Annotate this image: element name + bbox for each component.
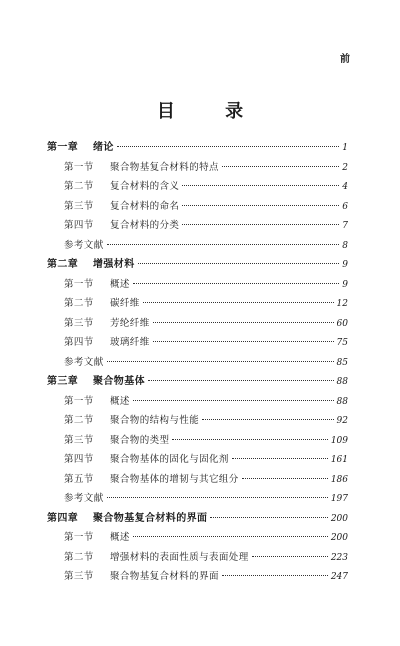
dot-leader	[222, 565, 328, 576]
toc-entry-title: 概述	[110, 532, 130, 543]
toc-entry-title: 复合材料的分类	[110, 220, 180, 231]
toc-entry-title: 增强材料	[93, 259, 135, 270]
toc-entry-number: 第一节	[64, 532, 94, 543]
toc-entry-title: 复合材料的含义	[110, 181, 180, 192]
toc-entry-label	[47, 138, 114, 158]
toc-entry-number: 第二节	[64, 415, 94, 426]
toc-page-number: 186	[330, 474, 348, 485]
toc-entry-title: 聚合物基体	[93, 376, 145, 387]
toc-entry-title: 玻璃纤维	[110, 337, 150, 348]
table-of-contents	[47, 138, 348, 587]
toc-entry-number: 第二章	[47, 259, 79, 270]
dot-leader	[202, 409, 333, 420]
dot-leader	[182, 175, 339, 186]
toc-entry-title: 参考文献	[64, 356, 104, 368]
dot-leader	[133, 273, 339, 284]
page-title: 目 录	[156, 101, 266, 122]
toc-entry-label	[64, 548, 249, 568]
toc-page-number: 6	[342, 201, 348, 212]
toc-entry-label	[64, 275, 130, 295]
dot-leader	[117, 136, 339, 147]
dot-leader	[242, 468, 328, 479]
toc-entry-label	[64, 353, 104, 373]
toc-page-number: 161	[330, 455, 348, 465]
toc-entry-number: 第一节	[64, 161, 94, 173]
toc-entry-title: 增强材料的表面性质与表面处理	[110, 551, 249, 563]
toc-entry-number: 第四章	[47, 512, 79, 524]
toc-page-number: 9	[342, 279, 348, 290]
toc-entry-title: 聚合物的结构与性能	[110, 415, 200, 426]
toc-entry-number: 第二节	[64, 551, 94, 563]
toc-page-number: 197	[330, 494, 348, 504]
toc-page-number: 75	[336, 338, 348, 348]
toc-entry-label	[64, 177, 179, 197]
toc-entry-number: 第二节	[64, 298, 94, 309]
toc-entry-label	[64, 392, 130, 412]
dot-leader	[138, 253, 340, 264]
toc-entry-title: 绪论	[93, 142, 114, 153]
toc-page-number: 88	[336, 396, 348, 407]
toc-entry-label	[64, 567, 219, 587]
dot-leader	[153, 312, 334, 323]
toc-page-number: 8	[342, 240, 348, 251]
toc-entry-label	[47, 255, 135, 275]
toc-page-number: 4	[342, 182, 348, 192]
dot-leader	[148, 370, 334, 381]
page-folio: 前	[340, 54, 349, 65]
toc-entry-label	[64, 528, 130, 548]
toc-entry-title: 聚合物基复合材料的界面	[93, 512, 208, 524]
toc-page-number: 223	[330, 552, 348, 563]
toc-entry-number: 第四节	[64, 220, 94, 231]
toc-entry-number: 第五节	[64, 473, 94, 485]
dot-leader	[143, 292, 334, 303]
toc-entry-label	[64, 450, 229, 470]
toc-entry-title: 概述	[110, 395, 130, 407]
toc-page-number: 60	[336, 318, 348, 329]
toc-entry-label	[64, 489, 104, 509]
toc-entry-number: 第三节	[64, 434, 94, 446]
dot-leader	[107, 351, 334, 362]
toc-entry-label	[64, 197, 179, 217]
dot-leader	[153, 331, 334, 342]
toc-entry-title: 复合材料的命名	[110, 200, 180, 212]
toc-entry-label	[64, 431, 169, 451]
toc-entry-number: 第三节	[64, 317, 94, 329]
toc-page-number: 9	[342, 260, 348, 270]
dot-leader	[182, 195, 339, 206]
toc-entry-title: 碳纤维	[110, 298, 140, 309]
dot-leader	[133, 526, 328, 537]
toc-entry-number: 第四节	[64, 337, 94, 348]
dot-leader	[172, 429, 327, 440]
toc-entry-title: 参考文献	[64, 493, 104, 504]
toc-page-number: 85	[336, 357, 348, 368]
toc-entry-title: 聚合物的类型	[110, 434, 170, 446]
toc-page-number: 12	[336, 299, 348, 309]
toc-page-number: 2	[342, 162, 348, 173]
toc-section-row[interactable]	[47, 567, 348, 587]
toc-entry-label	[64, 236, 104, 256]
toc-entry-number: 第一节	[64, 278, 94, 290]
dot-leader	[252, 546, 328, 557]
toc-page-number: 92	[336, 416, 348, 426]
dot-leader	[107, 234, 340, 245]
toc-page-number: 109	[330, 435, 348, 446]
toc-page-number: 200	[330, 533, 348, 543]
dot-leader	[222, 156, 339, 167]
toc-entry-title: 芳纶纤维	[110, 317, 150, 329]
toc-page-number: 1	[342, 143, 348, 153]
toc-page-number: 247	[330, 572, 348, 582]
dot-leader	[210, 507, 327, 518]
toc-page-number: 88	[336, 377, 348, 387]
toc-entry-label	[64, 294, 140, 314]
toc-entry-title: 参考文献	[64, 239, 104, 251]
toc-entry-label	[64, 314, 150, 334]
toc-entry-title: 聚合物基体的增韧与其它组分	[110, 473, 239, 485]
toc-entry-number: 第一节	[64, 395, 94, 407]
toc-page-number: 7	[342, 221, 348, 231]
toc-entry-title: 聚合物基体的固化与固化剂	[110, 454, 229, 465]
toc-entry-number: 第一章	[47, 142, 79, 153]
toc-entry-title: 概述	[110, 278, 130, 290]
toc-entry-number: 第二节	[64, 181, 94, 192]
dot-leader	[182, 214, 339, 225]
toc-entry-number: 第三节	[64, 571, 94, 582]
toc-page-number: 200	[330, 513, 348, 524]
dot-leader	[232, 448, 328, 459]
toc-entry-number: 第三节	[64, 200, 94, 212]
toc-entry-title: 聚合物基复合材料的特点	[110, 161, 219, 173]
toc-entry-title: 聚合物基复合材料的界面	[110, 571, 219, 582]
toc-entry-number: 第四节	[64, 454, 94, 465]
toc-entry-label	[47, 372, 145, 392]
toc-entry-number: 第三章	[47, 376, 79, 387]
dot-leader	[133, 390, 334, 401]
dot-leader	[107, 487, 328, 498]
